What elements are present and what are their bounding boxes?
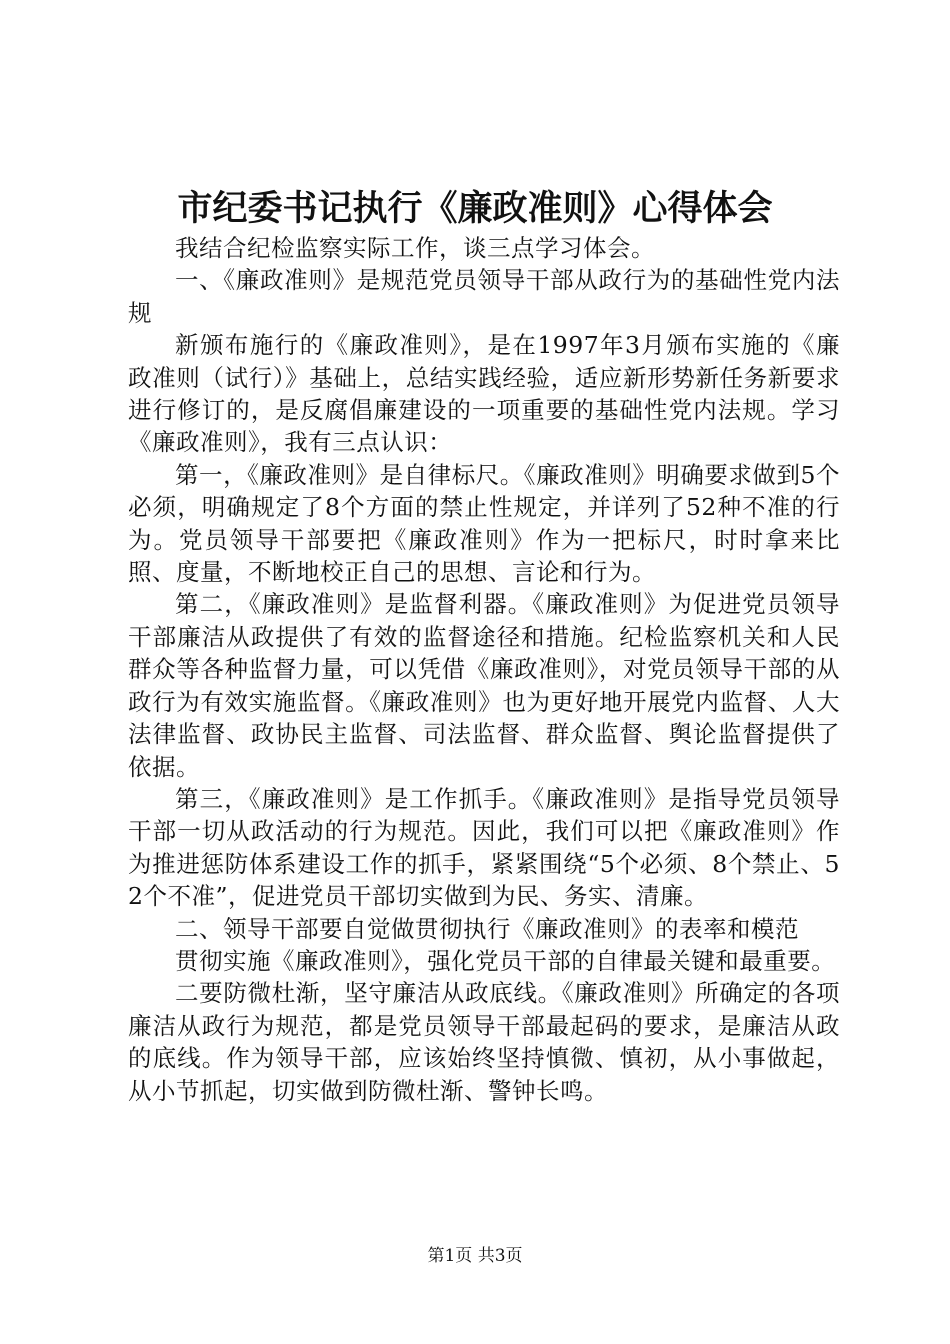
- section-heading-2: 二、领导干部要自觉做贯彻执行《廉政准则》的表率和模范: [175, 914, 799, 943]
- section-heading-1: 一、《廉政准则》是规范党员领导干部从政行为的基础性党内法规: [128, 266, 840, 327]
- paragraph: 二要防微杜渐，坚守廉洁从政底线。《廉政准则》所确定的各项廉洁从政行为规范，都是党员领导干部最起码的要求，是廉洁从政的底线。作为领导干部，应该始终坚持慎微、慎初，从小事做起，从小节抓起，切实做到防微杜渐、警钟长鸣。: [128, 979, 840, 1105]
- paragraph-intro: 我结合纪检监察实际工作，谈三点学习体会。: [175, 234, 655, 262]
- document-body: [128, 232, 840, 1107]
- document-title: 市纪委书记执行《廉政准则》心得体会: [177, 188, 773, 229]
- paragraph-point-1: 第一，《廉政准则》是自律标尺。《廉政准则》明确要求做到5个必须，明确规定了8个方面的禁止性规定，并详列了52种不准的行为。党员领导干部要把《廉政准则》作为一把标尺，时时拿来比照、度量，不断地校正自己的思想、言论和行为。: [128, 460, 840, 587]
- paragraph-point-3: 第三，《廉政准则》是工作抓手。《廉政准则》是指导党员领导干部一切从政活动的行为规范。因此，我们可以把《廉政准则》作为推进惩防体系建设工作的抓手，紧紧围绕“5个必须、8个禁止、52个不准”，促进党员干部切实做到为民、务实、清廉。: [128, 784, 840, 911]
- paragraph: 贯彻实施《廉政准则》，强化党员干部的自律最关键和最重要。: [175, 946, 836, 975]
- page-footer: 第1页 共3页: [427, 1246, 523, 1266]
- paragraph-point-2: 第二，《廉政准则》是监督利器。《廉政准则》为促进党员领导干部廉洁从政提供了有效的监督途径和措施。纪检监察机关和人民群众等各种监督力量，可以凭借《廉政准则》，对党员领导干部的从政行为有效实施监督。《廉政准则》也为更好地开展党内监督、人大法律监督、政协民主监督、司法监督、群众监督、舆论监督提供了依据。: [128, 590, 840, 781]
- paragraph: 新颁布施行的《廉政准则》，是在1997年3月颁布实施的《廉政准则（试行）》基础上，总结实践经验，适应新形势新任务新要求进行修订的，是反腐倡廉建设的一项重要的基础性党内法规。学习《廉政准则》，我有三点认识：: [128, 331, 840, 457]
